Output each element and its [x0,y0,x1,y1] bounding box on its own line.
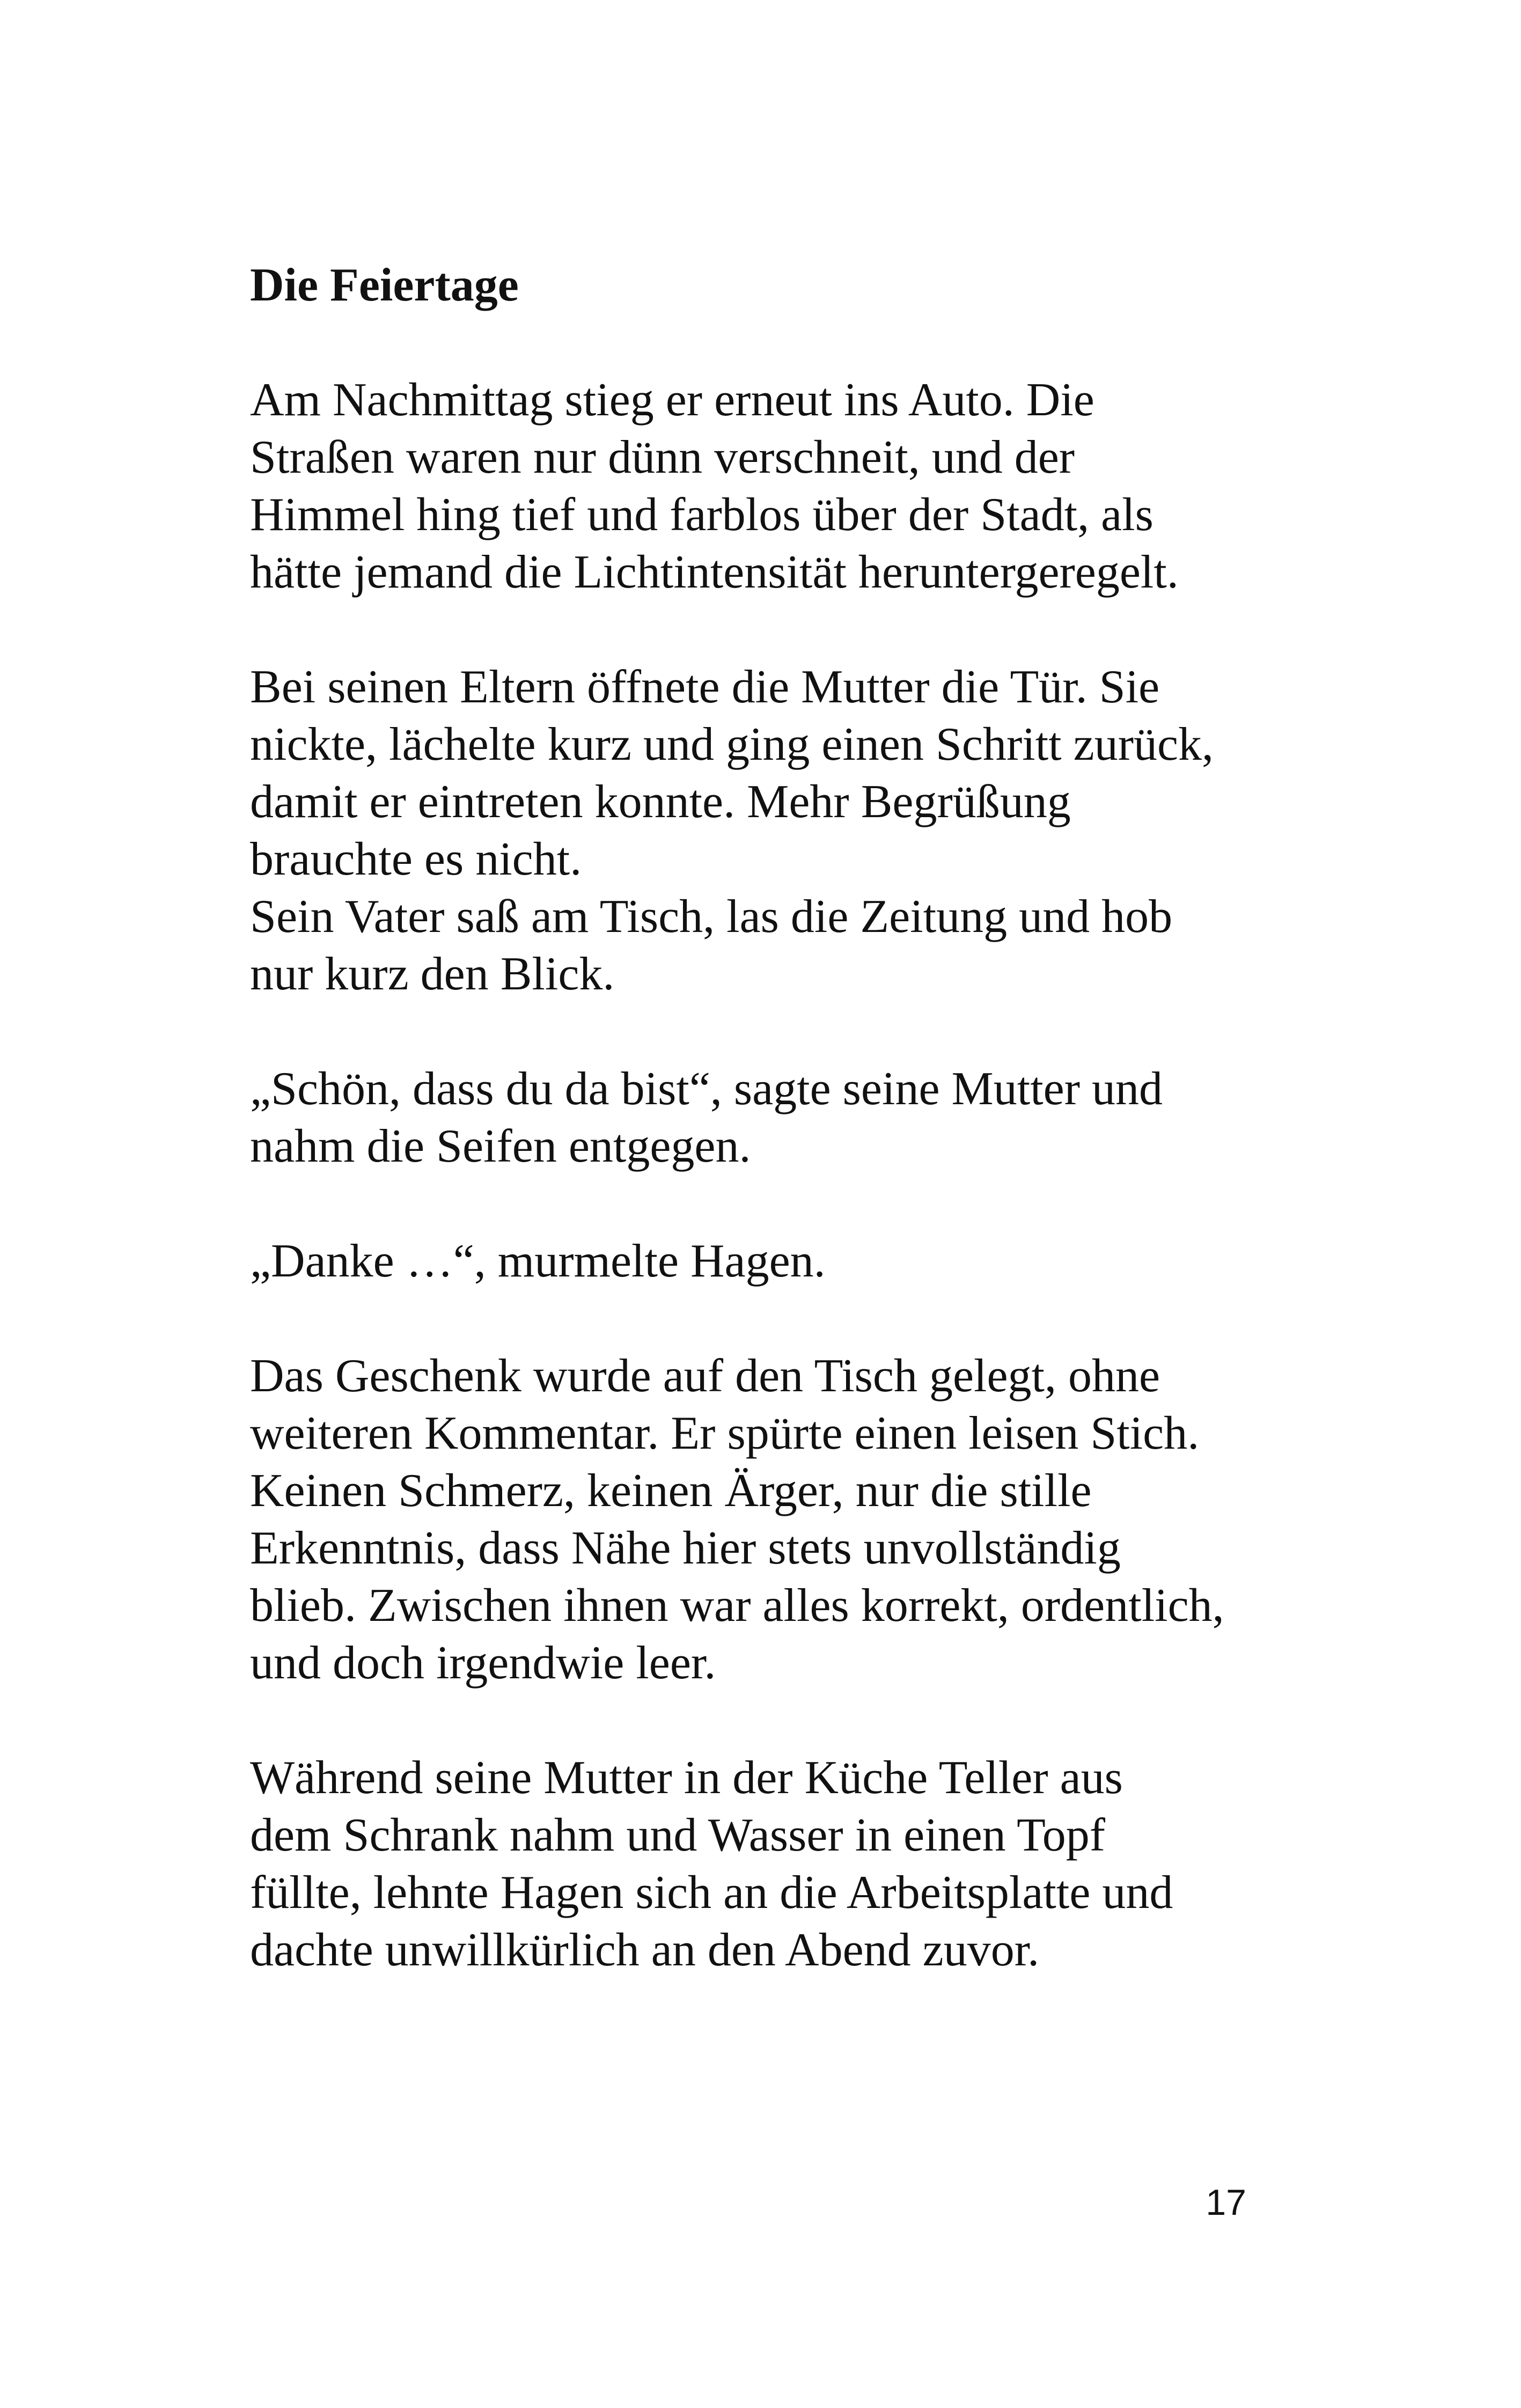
paragraph-list [250,371,1302,1979]
text-line: weiteren Kommentar. Er spürte einen leisen Stich. [250,1407,1200,1459]
text-line: hätte jemand die Lichtintensität heruntergeregelt. [250,546,1179,598]
text-line: Himmel hing tief und farblos über der Stadt, als [250,489,1153,541]
page-number: 17 [1206,2182,1246,2223]
paragraph [250,1749,1302,1979]
text-line: Erkenntnis, dass Nähe hier stets unvollständig [250,1522,1121,1574]
text-line: Straßen waren nur dünn verschneit, und der [250,431,1075,483]
text-line: Während seine Mutter in der Küche Teller aus [250,1752,1123,1804]
paragraph [250,658,1302,1003]
text-line: nickte, lächelte kurz und ging einen Schritt zurück, [250,718,1214,770]
text-line: brauchte es nicht. [250,833,582,885]
text-line: „Danke …“, murmelte Hagen. [250,1235,826,1287]
chapter-title: Die Feiertage [250,259,519,311]
text-line: nahm die Seifen entgegen. [250,1120,751,1172]
text-line: Bei seinen Eltern öffnete die Mutter die Tür. Sie [250,661,1160,713]
paragraph [250,1232,1302,1290]
text-line: und doch irgendwie leer. [250,1637,716,1689]
text-line: blieb. Zwischen ihnen war alles korrekt, ordentlich, [250,1580,1224,1632]
text-line: nur kurz den Blick. [250,948,615,1000]
text-line: Keinen Schmerz, keinen Ärger, nur die stille [250,1465,1092,1517]
text-line: Am Nachmittag stieg er erneut ins Auto. Die [250,374,1094,426]
paragraph [250,1347,1302,1692]
text-line: dachte unwillkürlich an den Abend zuvor. [250,1924,1040,1976]
text-line: damit er eintreten konnte. Mehr Begrüßung [250,776,1071,828]
text-line: füllte, lehnte Hagen sich an die Arbeitsplatte und [250,1867,1173,1919]
text-line: dem Schrank nahm und Wasser in einen Topf [250,1809,1106,1861]
text-line: Das Geschenk wurde auf den Tisch gelegt, ohne [250,1350,1160,1402]
page-body [250,256,1302,2036]
text-line: Sein Vater saß am Tisch, las die Zeitung und hob [250,891,1173,943]
paragraph [250,371,1302,601]
paragraph [250,1060,1302,1175]
text-line: „Schön, dass du da bist“, sagte seine Mutter und [250,1063,1163,1115]
